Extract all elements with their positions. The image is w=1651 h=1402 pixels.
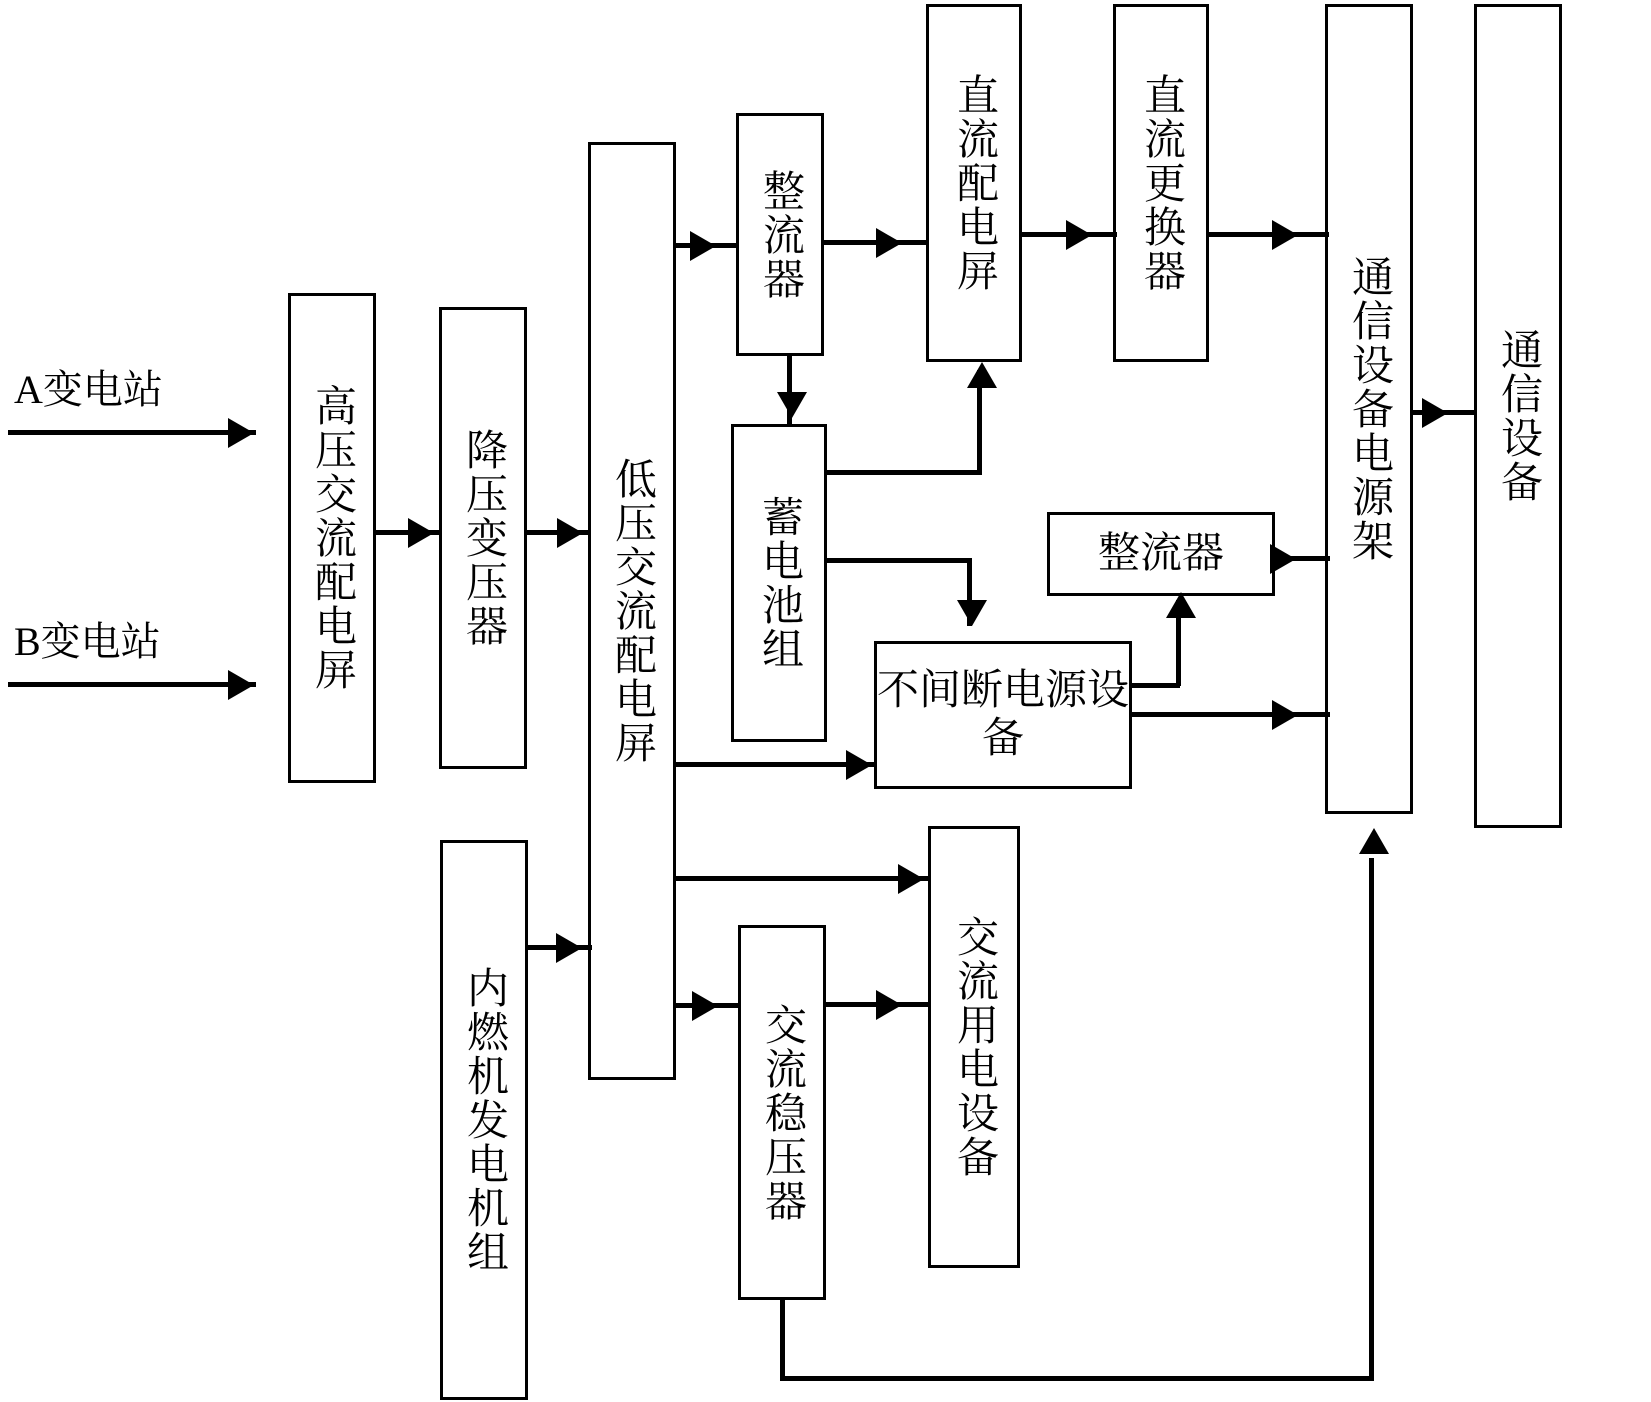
node-comm-equip[interactable]: 通信设备 (1474, 4, 1562, 828)
edge-ups-to-rack (1132, 712, 1330, 717)
node-step-down[interactable]: 降压变压器 (439, 307, 527, 769)
edge-acregulator-bottom-h (780, 1376, 1374, 1381)
arrowhead-hv-to-stepdown (408, 518, 434, 548)
arrowhead-stepdown-to-lv (557, 518, 583, 548)
arrowhead-lv-to-acregulator (692, 991, 718, 1021)
edge-a-to-hv (8, 430, 256, 435)
arrowhead-rectifier1-to-dcpanel (876, 228, 902, 258)
arrowhead-b-to-hv (228, 670, 254, 700)
node-rectifier-1[interactable]: 整流器 (736, 113, 824, 356)
node-dc-converter[interactable]: 直流更换器 (1113, 4, 1209, 362)
arrowhead-generator-to-lv (556, 933, 582, 963)
arrowhead-dcpanel-to-converter (1066, 220, 1092, 250)
node-power-rack[interactable]: 通信设备电源架 (1325, 4, 1413, 814)
edge-battery-to-ups-h (827, 558, 972, 563)
node-generator[interactable]: 内燃机发电机组 (440, 840, 528, 1400)
node-hv-panel[interactable]: 高压交流配电屏 (288, 293, 376, 783)
arrowhead-acregulator-to-acload (876, 990, 902, 1020)
node-dc-panel[interactable]: 直流配电屏 (926, 4, 1022, 362)
arrowhead-battery-to-dcpanel (967, 362, 997, 388)
arrowhead-bottom-to-rack (1359, 828, 1389, 854)
node-battery[interactable]: 蓄电池组 (731, 424, 827, 742)
arrowhead-lv-to-ups (846, 750, 872, 780)
edge-b-to-hv (8, 682, 256, 687)
arrowhead-battery-to-ups (957, 600, 987, 626)
edge-bottom-to-rack-v (1369, 858, 1374, 1378)
edge-converter-to-rack (1209, 232, 1329, 237)
node-ac-load[interactable]: 交流用电设备 (928, 826, 1020, 1268)
arrowhead-rectifier2-to-rack (1270, 544, 1296, 574)
edge-battery-to-dcpanel-h (827, 470, 982, 475)
arrowhead-a-to-hv (228, 418, 254, 448)
node-lv-panel[interactable]: 低压交流配电屏 (588, 142, 676, 1080)
arrowhead-lv-to-rectifier1 (690, 231, 716, 261)
input-label-a: A变电站 (14, 367, 163, 412)
arrowhead-rectifier1-to-battery (777, 392, 807, 418)
arrowhead-ups-to-rack (1272, 700, 1298, 730)
arrowhead-lv-to-acload (898, 864, 924, 894)
arrowhead-rack-to-comm (1422, 398, 1448, 428)
edge-acregulator-bottom-v (780, 1300, 785, 1380)
edge-lv-to-acload (676, 876, 931, 881)
arrowhead-ups-to-rectifier2 (1166, 592, 1196, 618)
node-ac-regulator[interactable]: 交流稳压器 (738, 925, 826, 1300)
node-rectifier-2[interactable]: 整流器 (1047, 512, 1275, 596)
arrowhead-converter-to-rack (1272, 220, 1298, 250)
node-ups[interactable]: 不间断电源设备 (874, 641, 1132, 789)
edge-ups-to-rectifier2-h (1130, 683, 1180, 688)
input-label-b: B变电站 (14, 619, 161, 664)
